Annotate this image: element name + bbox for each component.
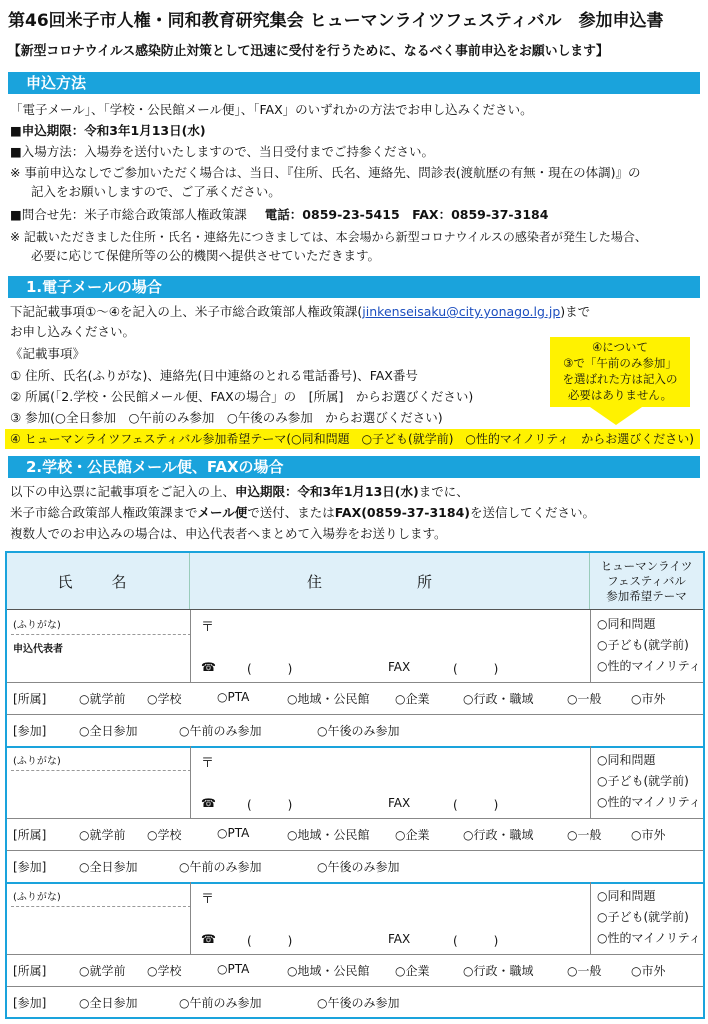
col-header-theme (590, 553, 703, 609)
email-link[interactable]: jinkenseisaku@city.yonago.lg.jp (362, 304, 561, 319)
col-header-theme-l1: ヒューマンライツ (600, 558, 693, 573)
entry-method-text: ■入場方法：入場券を送付いたしますので、当日受付までご持参ください。 (10, 144, 435, 159)
furigana-divider (11, 906, 191, 907)
mail-instruction-1 (10, 484, 469, 500)
affiliation-option[interactable]: ○学校 (147, 964, 182, 978)
name-address-divider (190, 610, 191, 682)
participation-option[interactable]: ○午前のみ参加 (179, 860, 262, 874)
row-divider (7, 714, 703, 715)
affiliation-option[interactable]: ○一般 (567, 964, 602, 978)
row-divider (7, 818, 703, 819)
page-title: 第46回米子市人権・同和教育研究集会 ヒューマンライツフェスティバル 参加申込書 (8, 11, 664, 31)
address-theme-divider (590, 610, 591, 682)
affiliation-option[interactable]: ○市外 (631, 828, 666, 842)
fax-area-code-field[interactable]: ( ) (453, 798, 499, 812)
fax-label: FAX (388, 660, 411, 674)
section-heading-mail: 2.学校・公民館メール便、FAXの場合 (8, 456, 700, 478)
affiliation-option[interactable]: ○PTA (217, 690, 250, 704)
affiliation-option[interactable]: ○就学前 (79, 828, 126, 842)
affiliation-option[interactable]: ○地域・公民館 (287, 692, 370, 706)
note-line-4: 必要はありません。 (567, 388, 673, 402)
address-field[interactable] (213, 888, 583, 924)
mail-instr-1-deadline: 申込期限：令和3年1月13日(水) (235, 484, 419, 499)
address-theme-divider (590, 746, 591, 818)
affiliation-label: [所属] (13, 964, 47, 978)
postal-mark-icon: 〒 (201, 892, 215, 907)
header-divider (7, 609, 703, 610)
affiliation-option[interactable]: ○就学前 (79, 964, 126, 978)
affiliation-option[interactable]: ○行政・職域 (463, 692, 534, 706)
mail-instr-2-mailbin: メール便 (197, 505, 248, 520)
fax-label: FAX (388, 932, 411, 946)
email-instruction-pre: 下記記載事項①～④を記入の上、米子市総合政策部人権政策課( (10, 304, 363, 319)
note-no-reservation-2: 記入をお願いしますので、ご了承ください。 (31, 184, 281, 199)
theme-note-callout (550, 337, 690, 407)
note-line-3: を選ばれた方は記入の (562, 372, 678, 386)
furigana-divider (11, 770, 191, 771)
privacy-note-1: ※ 記載いただきました住所・氏名・連絡先につきましては、本会場から新型コロナウイルスの感染者が発生した場合、 (10, 230, 647, 244)
contact-phone-fax: 電話：0859-23-5415 FAX：0859-37-3184 (264, 207, 549, 222)
item-2: ② 所属(「2.学校・公民館メール便、FAXの場合」の [所属] からお選びください) (10, 389, 474, 404)
participation-option[interactable]: ○午後のみ参加 (317, 860, 400, 874)
participation-label: [参加] (13, 996, 47, 1010)
participation-option[interactable]: ○午前のみ参加 (179, 724, 262, 738)
representative-label: 申込代表者 (13, 644, 63, 655)
participation-label: [参加] (13, 860, 47, 874)
affiliation-option[interactable]: ○企業 (395, 964, 430, 978)
mail-instr-1-pre: 以下の申込票に記載事項をご記入の上、 (10, 484, 236, 499)
name-address-divider (190, 882, 191, 954)
col-header-theme-l2: フェスティバル (607, 573, 686, 588)
furigana-divider (11, 634, 191, 635)
row-divider (7, 850, 703, 851)
phone-area-code-field[interactable]: ( ) (247, 798, 293, 812)
affiliation-option[interactable]: ○学校 (147, 828, 182, 842)
item-3: ③ 参加(○全日参加 ○午前のみ参加 ○午後のみ参加 からお選びください) (10, 410, 443, 425)
affiliation-option[interactable]: ○市外 (631, 692, 666, 706)
participation-option[interactable]: ○全日参加 (79, 724, 138, 738)
affiliation-option[interactable]: ○企業 (395, 828, 430, 842)
theme-option[interactable]: ○性的マイノリティ (597, 795, 701, 809)
col-header-name: 氏 名 (7, 553, 190, 609)
mail-instruction-3: 複数人でのお申込みの場合は、申込代表者へまとめて入場券をお送りします。 (10, 526, 447, 541)
col-header-address: 住 所 (190, 553, 590, 609)
section-heading-method: 申込方法 (8, 72, 700, 94)
participation-option[interactable]: ○午後のみ参加 (317, 724, 400, 738)
application-form-table (5, 551, 705, 1019)
row-divider (7, 954, 703, 955)
contact-line (10, 207, 548, 223)
affiliation-option[interactable]: ○一般 (567, 828, 602, 842)
fax-area-code-field[interactable]: ( ) (453, 934, 499, 948)
mail-instr-1-post: までに、 (418, 484, 469, 499)
furigana-label: (ふりがな) (13, 756, 61, 767)
mail-instr-2-pre: 米子市総合政策部人権政策課まで (10, 505, 198, 520)
theme-option[interactable]: ○同和問題 (597, 889, 656, 903)
theme-option[interactable]: ○性的マイノリティ (597, 931, 701, 945)
affiliation-option[interactable]: ○一般 (567, 692, 602, 706)
note-line-1: ④について (591, 340, 649, 354)
email-instruction-post: )まで (560, 304, 591, 319)
page-subtitle: 【新型コロナウイルス感染防止対策として迅速に受付を行うために、なるべく事前申込をお願いします】 (8, 44, 609, 59)
participation-option[interactable]: ○全日参加 (79, 996, 138, 1010)
affiliation-label: [所属] (13, 692, 47, 706)
phone-icon: ☎ (201, 932, 216, 946)
affiliation-option[interactable]: ○行政・職域 (463, 828, 534, 842)
phone-area-code-field[interactable]: ( ) (247, 662, 293, 676)
affiliation-option[interactable]: ○地域・公民館 (287, 964, 370, 978)
affiliation-option[interactable]: ○企業 (395, 692, 430, 706)
affiliation-option[interactable]: ○行政・職域 (463, 964, 534, 978)
note-line-2: ③で「午前のみ参加」 (563, 356, 677, 370)
items-title: 《記載事項》 (10, 346, 86, 361)
row-divider (7, 986, 703, 987)
furigana-label: (ふりがな) (13, 892, 61, 903)
affiliation-label: [所属] (13, 828, 47, 842)
participation-option[interactable]: ○午前のみ参加 (179, 996, 262, 1010)
email-instruction-2: お申し込みください。 (10, 324, 136, 339)
address-field[interactable] (213, 752, 583, 788)
name-address-divider (190, 746, 191, 818)
postal-mark-icon: 〒 (201, 620, 215, 635)
email-instruction-1 (10, 304, 590, 320)
row-divider (7, 682, 703, 683)
privacy-note-2: 必要に応じて保健所等の公的機関へ提供させていただきます。 (31, 248, 381, 263)
affiliation-option[interactable]: ○就学前 (79, 692, 126, 706)
phone-area-code-field[interactable]: ( ) (247, 934, 293, 948)
phone-icon: ☎ (201, 660, 216, 674)
method-intro: 「電子メール」、「学校・公民館メール便」、「FAX」のいずれかの方法でお申し込みください。 (10, 102, 533, 117)
postal-mark-icon: 〒 (201, 756, 215, 771)
fax-label: FAX (388, 796, 411, 810)
mail-instr-2-post: を送信してください。 (470, 505, 596, 520)
mail-instr-2-mid: で送付、または (247, 505, 335, 520)
item-4: ④ ヒューマンライツフェスティバル参加希望テーマ(○同和問題 ○子ども(就学前) ○性的マイノリティ からお選びください) (10, 432, 694, 446)
section-heading-email: 1.電子メールの場合 (8, 276, 700, 298)
entry-divider (7, 746, 703, 748)
deadline-text: ■申込期限：令和3年1月13日(水) (10, 123, 206, 138)
affiliation-option[interactable]: ○PTA (217, 962, 250, 976)
affiliation-option[interactable]: ○地域・公民館 (287, 828, 370, 842)
participation-label: [参加] (13, 724, 47, 738)
col-header-theme-l3: 参加希望テーマ (606, 588, 687, 603)
mail-instr-2-fax: FAX(0859-37-3184) (334, 505, 470, 520)
theme-option[interactable]: ○同和問題 (597, 753, 656, 767)
item-1: ① 住所、氏名(ふりがな)、連絡先(日中連絡のとれる電話番号)、FAX番号 (10, 368, 418, 383)
affiliation-option[interactable]: ○PTA (217, 826, 250, 840)
theme-option[interactable]: ○性的マイノリティ (597, 659, 701, 673)
participation-option[interactable]: ○全日参加 (79, 860, 138, 874)
callout-arrow (590, 407, 642, 425)
note-no-reservation-1: ※ 事前申込なしでご参加いただく場合は、当日、『住所、氏名、連絡先、問診表(渡航歴の有無・現在の体調)』の (10, 165, 641, 180)
mail-instruction-2 (10, 505, 595, 521)
entry-divider (7, 882, 703, 884)
furigana-label: (ふりがな) (13, 620, 61, 631)
address-theme-divider (590, 882, 591, 954)
affiliation-option[interactable]: ○学校 (147, 692, 182, 706)
phone-icon: ☎ (201, 796, 216, 810)
theme-option[interactable]: ○子ども(就学前) (597, 774, 689, 788)
theme-option[interactable]: ○同和問題 (597, 617, 656, 631)
participation-option[interactable]: ○午後のみ参加 (317, 996, 400, 1010)
theme-option[interactable]: ○子ども(就学前) (597, 638, 689, 652)
contact-label: ■問合せ先：米子市総合政策部人権政策課 (10, 207, 247, 222)
fax-area-code-field[interactable]: ( ) (453, 662, 499, 676)
affiliation-option[interactable]: ○市外 (631, 964, 666, 978)
theme-option[interactable]: ○子ども(就学前) (597, 910, 689, 924)
address-field[interactable] (213, 616, 583, 652)
